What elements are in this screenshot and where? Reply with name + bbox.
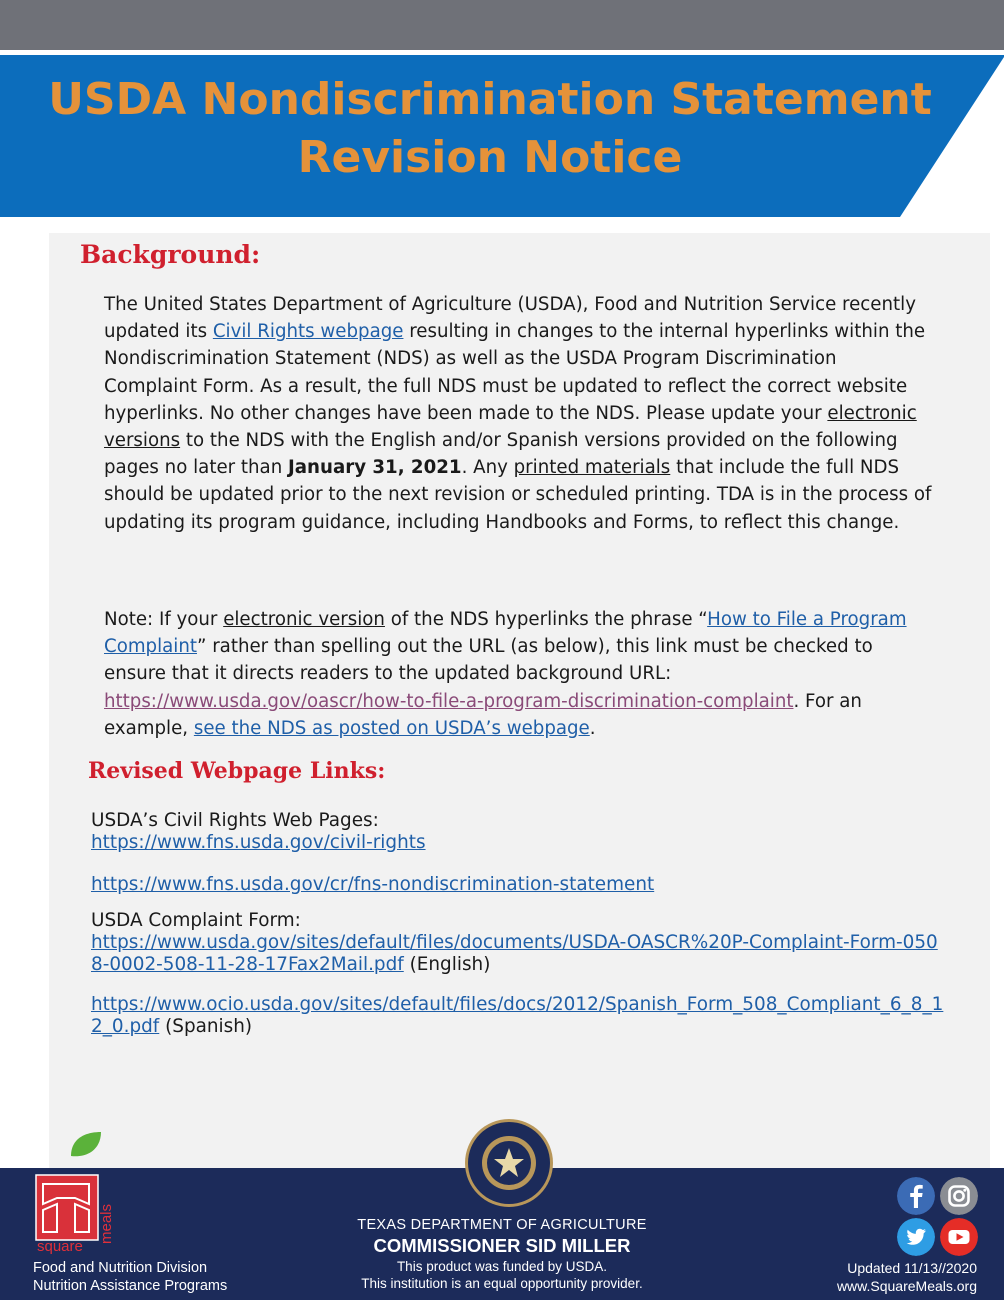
deadline-date: January 31, 2021 xyxy=(288,457,462,479)
page-title xyxy=(0,71,980,187)
updated-date: Updated 11/13//2020 xyxy=(847,1260,977,1276)
electronic-versions-text: electronic versions xyxy=(104,402,917,452)
how-to-file-complaint-link[interactable]: How to File a Program Complaint xyxy=(104,609,907,658)
title-line-1: USDA Nondiscrimination Statement xyxy=(48,74,932,125)
nds-usda-webpage-link[interactable]: see the NDS as posted on USDA’s webpage xyxy=(193,717,590,739)
english-label: (English) xyxy=(403,954,491,975)
civil-rights-url-link[interactable]: https://www.fns.usda.gov/civil-rights xyxy=(91,832,426,853)
note-paragraph xyxy=(104,606,934,742)
civil-rights-label: USDA’s Civil Rights Web Pages: xyxy=(91,810,379,831)
instagram-icon[interactable] xyxy=(940,1177,978,1215)
title-banner xyxy=(0,55,1004,217)
complaint-form-label: USDA Complaint Form: xyxy=(91,910,301,931)
text-run: . For an example, xyxy=(104,690,862,739)
text-run: The United States Department of Agriculture (USDA), Food and Nutrition Service recently updated its xyxy=(104,294,916,343)
facebook-icon[interactable] xyxy=(897,1177,935,1215)
text-run: ” rather than spelling out the URL (as below), this link must be checked to ensure that it directs readers to the updated background URL: xyxy=(104,636,873,685)
background-paragraph xyxy=(104,291,934,536)
text-run: Note: If your xyxy=(104,609,224,630)
top-gray-bar xyxy=(0,0,1004,50)
complaint-form-spanish-row xyxy=(91,994,951,1038)
complaint-form-english-row xyxy=(91,932,941,976)
tda-seal-icon xyxy=(464,1118,554,1208)
nds-url-link[interactable]: https://www.fns.usda.gov/cr/fns-nondiscrimination-statement xyxy=(91,874,655,895)
revised-links-heading: Revised Webpage Links: xyxy=(88,758,386,784)
square-meals-logo xyxy=(33,1132,123,1256)
logo-square-text: square xyxy=(37,1238,83,1255)
title-line-2: Revision Notice xyxy=(297,132,683,183)
complaint-background-url-link[interactable]: https://www.usda.gov/oascr/how-to-file-a-program-discrimination-complaint xyxy=(104,690,794,712)
background-heading: Background: xyxy=(80,240,261,269)
complaint-form-english-link[interactable]: https://www.usda.gov/sites/default/files/documents/USDA-OASCR%20P-Complaint-Form-0508-0002-508-11-28-17Fax2Mail.pdf xyxy=(91,932,938,975)
commissioner-name: COMMISSIONER SID MILLER xyxy=(373,1235,631,1256)
footer-agency-info xyxy=(300,1216,704,1292)
text-run: . Any xyxy=(461,457,514,479)
logo-meals-text: meals xyxy=(98,1203,115,1244)
complaint-form-spanish-link[interactable]: https://www.ocio.usda.gov/sites/default/files/docs/2012/Spanish_Form_508_Compliant_6_8_12_0.pdf xyxy=(91,994,944,1037)
division-name: Food and Nutrition Division xyxy=(33,1260,208,1276)
website-text: www.SquareMeals.org xyxy=(836,1278,977,1294)
complaint-form-block xyxy=(91,910,961,976)
civil-rights-links-block xyxy=(91,810,961,854)
nds-link-block xyxy=(91,874,961,896)
text-run: of the NDS hyperlinks the phrase “ xyxy=(384,609,708,630)
civil-rights-webpage-link[interactable]: Civil Rights webpage xyxy=(212,321,404,343)
programs-name: Nutrition Assistance Programs xyxy=(33,1278,228,1294)
funding-statement: This product was funded by USDA. xyxy=(396,1259,608,1274)
footer-update-info xyxy=(837,1259,977,1295)
footer-division-info xyxy=(33,1259,227,1295)
spanish-form-block xyxy=(91,994,961,1038)
agency-name: TEXAS DEPARTMENT OF AGRICULTURE xyxy=(357,1217,647,1233)
text-run: to the NDS with the English and/or Spanish versions provided on the following pages no later than xyxy=(104,430,898,479)
spanish-label: (Spanish) xyxy=(159,1016,253,1037)
youtube-icon[interactable] xyxy=(940,1218,978,1256)
twitter-icon[interactable] xyxy=(897,1218,935,1256)
text-run: resulting in changes to the internal hyperlinks within the Nondiscrimination Statement (NDS) as well as the USDA Program Discrimination Complaint Form. As a result, the full NDS must be updated to reflect the correct website hyperlinks. No other changes have been made to the NDS. Please update your xyxy=(104,321,926,424)
printed-materials-text: printed materials xyxy=(513,457,671,479)
text-run: that include the full NDS should be updated prior to the next revision or scheduled printing. TDA is in the process of updating its program guidance, including Handbooks and Forms, to reflect this change. xyxy=(104,457,932,533)
electronic-version-text: electronic version xyxy=(223,609,385,630)
text-run: . xyxy=(589,717,596,739)
equal-opportunity-statement: This institution is an equal opportunity provider. xyxy=(361,1276,643,1291)
